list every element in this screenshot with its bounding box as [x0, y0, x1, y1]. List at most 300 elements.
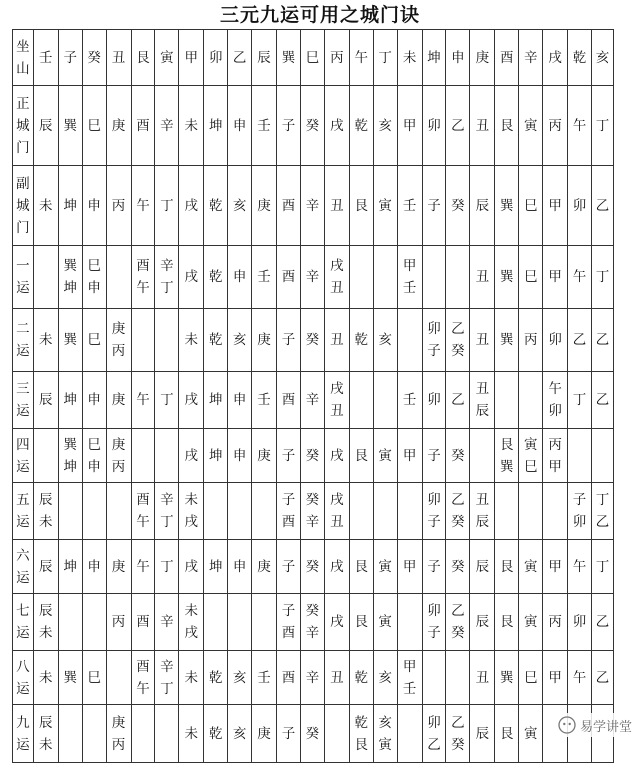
table-cell: [446, 166, 470, 246]
table-cell: [204, 309, 228, 372]
label-char: 门: [16, 219, 30, 236]
cell-char: 坤: [208, 117, 223, 134]
table-cell: [131, 372, 155, 429]
table-cell: [58, 86, 82, 166]
cell-char: 戌: [184, 625, 199, 641]
table-cell: [470, 705, 495, 763]
cell-char: 申: [232, 558, 247, 575]
cell-char: 申: [232, 117, 247, 134]
table-cell: [252, 309, 277, 372]
table-cell: [373, 166, 397, 246]
table-cell: [33, 309, 58, 372]
mountain-header: 未: [397, 30, 422, 86]
table-cell: [495, 705, 519, 763]
cell-char: 丁: [160, 280, 174, 296]
cell-char: 申: [232, 447, 247, 464]
mountain-header: 坤: [422, 30, 446, 86]
cell-char: 癸: [451, 197, 465, 214]
table-cell: [252, 166, 277, 246]
cell-char: 未: [39, 332, 53, 348]
cell-char: 乙: [427, 736, 441, 753]
mountain-header: 丁: [373, 30, 397, 86]
table-cell: [397, 309, 422, 372]
table-cell: [58, 540, 82, 594]
label-char: 运: [16, 280, 30, 296]
table-row: [13, 705, 614, 763]
row-label: [13, 309, 34, 372]
label-char: 六: [16, 547, 30, 564]
cell-char: 甲: [548, 458, 562, 475]
label-char: 一: [16, 258, 30, 274]
cell-char: 午: [136, 514, 150, 530]
table-cell: [495, 651, 519, 705]
cell-char: 辛: [305, 625, 320, 641]
table-cell: [446, 372, 470, 429]
table-cell: [495, 372, 519, 429]
table-cell: [131, 86, 155, 166]
table-cell: [324, 483, 349, 540]
table-cell: [592, 166, 614, 246]
table-row: [13, 540, 614, 594]
watermark: [556, 713, 634, 737]
table-cell: [422, 86, 446, 166]
cell-char: 辰: [39, 392, 53, 408]
table-row: [13, 309, 614, 372]
cell-char: 丑: [475, 117, 490, 134]
label-char: 八: [16, 658, 30, 675]
cell-char: 午: [136, 558, 150, 575]
cell-char: 庚: [257, 332, 271, 348]
cell-char: 丑: [330, 514, 344, 530]
table-cell: [592, 594, 614, 651]
table-cell: [324, 86, 349, 166]
cell-char: 戌: [330, 447, 344, 464]
table-cell: [300, 166, 324, 246]
table-cell: [422, 651, 446, 705]
table-cell: [397, 594, 422, 651]
mountain-header: 辛: [519, 30, 543, 86]
table-cell: [397, 86, 422, 166]
cell-char: 辰: [475, 614, 490, 630]
cell-char: 卯: [548, 332, 562, 348]
cell-char: 辛: [305, 669, 320, 686]
cell-char: 乙: [595, 332, 610, 348]
cell-char: 乙: [451, 714, 465, 731]
table-cell: [543, 429, 568, 483]
mountain-header: 午: [349, 30, 373, 86]
cell-char: 申: [87, 558, 101, 575]
cell-char: 丁: [595, 117, 610, 134]
table-cell: [33, 372, 58, 429]
table-cell: [324, 246, 349, 309]
cell-char: 癸: [451, 736, 465, 753]
table-cell: [33, 540, 58, 594]
table-cell: [446, 309, 470, 372]
table-cell: [568, 166, 592, 246]
table-cell: [228, 483, 252, 540]
cell-char: 戌: [330, 614, 344, 630]
cell-char: 丙: [548, 614, 562, 630]
cell-char: 癸: [451, 625, 465, 641]
cell-char: 辰: [39, 714, 53, 731]
table-cell: [155, 86, 179, 166]
city-gate-table: [12, 29, 614, 763]
table-cell: [58, 166, 82, 246]
cell-char: 艮: [500, 614, 514, 630]
row-label: [13, 540, 34, 594]
table-cell: [373, 594, 397, 651]
cell-char: 辛: [160, 614, 174, 630]
table-cell: [58, 483, 82, 540]
cell-char: 乾: [354, 332, 368, 348]
table-cell: [131, 705, 155, 763]
table-row: [13, 594, 614, 651]
label-char: 五: [16, 492, 30, 508]
table-cell: [204, 594, 228, 651]
cell-char: 乙: [451, 603, 465, 619]
table-cell: [300, 309, 324, 372]
table-cell: [422, 705, 446, 763]
label-char: 正: [16, 95, 30, 112]
table-cell: [155, 651, 179, 705]
table-cell: [155, 246, 179, 309]
table-cell: [58, 705, 82, 763]
cell-char: 丑: [330, 197, 344, 214]
table-cell: [349, 166, 373, 246]
cell-char: 丁: [160, 680, 174, 697]
cell-char: 未: [39, 669, 53, 686]
mountain-header: 巽: [277, 30, 301, 86]
cell-char: 巽: [63, 332, 77, 348]
table-cell: [131, 594, 155, 651]
cell-char: 戌: [184, 447, 199, 464]
cell-char: 辰: [475, 514, 490, 530]
label-char: 运: [16, 736, 30, 753]
table-cell: [252, 483, 277, 540]
cell-char: 丙: [111, 458, 126, 475]
cell-char: 乾: [354, 669, 368, 686]
cell-char: 癸: [305, 447, 320, 464]
table-cell: [131, 429, 155, 483]
table-cell: [277, 483, 301, 540]
cell-char: 乾: [354, 117, 368, 134]
cell-char: 巽: [500, 669, 514, 686]
table-cell: [495, 246, 519, 309]
cell-char: 甲: [548, 197, 562, 214]
table-cell: [277, 86, 301, 166]
cell-char: 乙: [595, 669, 610, 686]
table-cell: [252, 651, 277, 705]
table-cell: [58, 594, 82, 651]
table-cell: [397, 483, 422, 540]
table-cell: [422, 246, 446, 309]
cell-char: 午: [136, 280, 150, 296]
cell-char: 癸: [305, 725, 320, 742]
table-cell: [470, 309, 495, 372]
mountain-header: 庚: [470, 30, 495, 86]
cell-char: 巽: [63, 117, 77, 134]
label-char: 七: [16, 603, 30, 619]
table-row: [13, 429, 614, 483]
table-cell: [422, 309, 446, 372]
cell-char: 酉: [136, 117, 150, 134]
table-cell: [179, 705, 204, 763]
cell-char: 寅: [523, 436, 538, 453]
table-cell: [422, 166, 446, 246]
table-cell: [277, 705, 301, 763]
table-cell: [82, 594, 106, 651]
label-char: 门: [16, 139, 30, 156]
cell-char: 亥: [232, 669, 247, 686]
table-cell: [495, 166, 519, 246]
table-cell: [568, 429, 592, 483]
cell-char: 寅: [523, 725, 538, 742]
cell-char: 酉: [281, 197, 296, 214]
table-cell: [252, 540, 277, 594]
cell-char: 坤: [63, 280, 77, 296]
cell-char: 午: [572, 558, 587, 575]
cell-char: 甲: [548, 669, 562, 686]
table-cell: [349, 86, 373, 166]
table-cell: [592, 372, 614, 429]
cell-char: 丁: [572, 392, 587, 408]
table-cell: [131, 309, 155, 372]
cell-char: 壬: [257, 392, 271, 408]
table-cell: [131, 540, 155, 594]
cell-char: 辰: [39, 117, 53, 134]
table-row: [13, 246, 614, 309]
table-cell: [33, 86, 58, 166]
table-cell: [543, 309, 568, 372]
cell-char: 丁: [160, 514, 174, 530]
cell-char: 辰: [39, 492, 53, 508]
cell-char: 卯: [427, 492, 441, 508]
cell-char: 丑: [330, 669, 344, 686]
table-cell: [204, 540, 228, 594]
cell-char: 午: [136, 392, 150, 408]
mountain-header: 亥: [592, 30, 614, 86]
cell-char: 丁: [160, 558, 174, 575]
cell-char: 未: [184, 117, 199, 134]
table-cell: [446, 483, 470, 540]
cell-char: 戌: [184, 558, 199, 575]
cell-char: 壬: [402, 280, 417, 296]
table-cell: [252, 372, 277, 429]
cell-char: 坤: [208, 392, 223, 408]
table-cell: [300, 86, 324, 166]
table-cell: [131, 166, 155, 246]
table-cell: [397, 705, 422, 763]
table-cell: [519, 429, 543, 483]
table-cell: [106, 166, 131, 246]
table-cell: [324, 540, 349, 594]
table-cell: [228, 429, 252, 483]
mountain-header: 乾: [568, 30, 592, 86]
cell-char: 卯: [427, 603, 441, 619]
table-cell: [204, 166, 228, 246]
table-cell: [543, 86, 568, 166]
cell-char: 乾: [208, 197, 223, 214]
cell-char: 乾: [208, 332, 223, 348]
cell-char: 卯: [427, 714, 441, 731]
table-cell: [58, 309, 82, 372]
cell-char: 辰: [475, 197, 490, 214]
table-cell: [519, 540, 543, 594]
cell-char: 辛: [305, 514, 320, 530]
table-cell: [592, 86, 614, 166]
cell-char: 乙: [595, 514, 610, 530]
table-cell: [300, 246, 324, 309]
cell-char: 坤: [63, 458, 77, 475]
table-cell: [106, 651, 131, 705]
cell-char: 癸: [451, 447, 465, 464]
cell-char: 丑: [475, 332, 490, 348]
table-cell: [300, 429, 324, 483]
cell-char: 丑: [330, 403, 344, 419]
table-cell: [397, 429, 422, 483]
cell-char: 丙: [111, 736, 126, 753]
header-label: [13, 30, 34, 86]
table-cell: [373, 705, 397, 763]
table-cell: [397, 540, 422, 594]
cell-char: 丙: [548, 436, 562, 453]
table-cell: [228, 309, 252, 372]
table-cell: [131, 483, 155, 540]
table-cell: [277, 309, 301, 372]
cell-char: 艮: [354, 558, 368, 575]
cell-char: 申: [87, 197, 101, 214]
cell-char: 戌: [330, 117, 344, 134]
label-char: 运: [16, 403, 30, 419]
wechat-bubble-icon: [558, 716, 576, 734]
table-cell: [82, 540, 106, 594]
table-row: [13, 86, 614, 166]
cell-char: 卯: [548, 403, 562, 419]
cell-char: 丁: [595, 492, 610, 508]
cell-char: 酉: [136, 658, 150, 675]
table-cell: [277, 594, 301, 651]
table-cell: [373, 246, 397, 309]
table-cell: [519, 705, 543, 763]
cell-char: 丑: [475, 492, 490, 508]
cell-char: 亥: [378, 117, 392, 134]
table-cell: [422, 372, 446, 429]
cell-char: 子: [281, 558, 296, 575]
cell-char: 辛: [160, 258, 174, 274]
cell-char: 乙: [451, 492, 465, 508]
table-cell: [82, 309, 106, 372]
table-cell: [446, 540, 470, 594]
table-cell: [446, 246, 470, 309]
cell-char: 庚: [111, 117, 126, 134]
table-cell: [106, 705, 131, 763]
cell-char: 庚: [111, 714, 126, 731]
table-cell: [300, 540, 324, 594]
table-cell: [300, 372, 324, 429]
cell-char: 午: [572, 117, 587, 134]
table-cell: [228, 705, 252, 763]
table-cell: [179, 594, 204, 651]
table-cell: [543, 372, 568, 429]
cell-char: 子: [427, 447, 441, 464]
table-cell: [58, 246, 82, 309]
table-cell: [106, 372, 131, 429]
table-cell: [592, 651, 614, 705]
table-cell: [422, 429, 446, 483]
table-cell: [324, 429, 349, 483]
table-cell: [495, 429, 519, 483]
table-cell: [519, 86, 543, 166]
cell-char: 丑: [330, 332, 344, 348]
cell-char: 辛: [305, 197, 320, 214]
table-cell: [58, 651, 82, 705]
table-cell: [324, 166, 349, 246]
cell-char: 艮: [354, 447, 368, 464]
cell-char: 巳: [523, 197, 538, 214]
mountain-header: 卯: [204, 30, 228, 86]
cell-char: 坤: [63, 197, 77, 214]
table-cell: [543, 594, 568, 651]
table-cell: [470, 594, 495, 651]
cell-char: 子: [281, 332, 296, 348]
table-cell: [204, 483, 228, 540]
cell-char: 丙: [523, 332, 538, 348]
row-label: [13, 372, 34, 429]
cell-char: 酉: [136, 258, 150, 274]
cell-char: 戌: [184, 514, 199, 530]
cell-char: 乾: [208, 269, 223, 285]
cell-char: 申: [232, 392, 247, 408]
cell-char: 卯: [572, 614, 587, 630]
cell-char: 乾: [208, 725, 223, 742]
table-row: [13, 483, 614, 540]
table-cell: [277, 429, 301, 483]
table-cell: [470, 246, 495, 309]
table-cell: [179, 372, 204, 429]
cell-char: 寅: [378, 197, 392, 214]
cell-char: 申: [87, 392, 101, 408]
cell-char: 巽: [500, 458, 514, 475]
watermark-text: 易学讲堂: [579, 719, 632, 735]
table-cell: [446, 86, 470, 166]
cell-char: 辛: [305, 269, 320, 285]
table-cell: [470, 86, 495, 166]
page-title: 三元九运可用之城门诀: [219, 4, 420, 26]
cell-char: 巽: [500, 332, 514, 348]
cell-char: 子: [281, 492, 296, 508]
mountain-header: 戌: [543, 30, 568, 86]
cell-char: 庚: [111, 392, 126, 408]
cell-char: 卯: [427, 392, 441, 408]
cell-char: 坤: [208, 558, 223, 575]
table-cell: [277, 651, 301, 705]
row-label: [13, 86, 34, 166]
cell-char: 丁: [595, 558, 610, 575]
cell-char: 戌: [184, 392, 199, 408]
table-cell: [82, 372, 106, 429]
table-cell: [228, 594, 252, 651]
table-cell: [397, 372, 422, 429]
table-cell: [519, 651, 543, 705]
table-cell: [131, 246, 155, 309]
cell-char: 寅: [523, 558, 538, 575]
cell-char: 坤: [63, 392, 77, 408]
cell-char: 子: [281, 725, 296, 742]
mountain-header: 丙: [324, 30, 349, 86]
table-cell: [592, 540, 614, 594]
cell-char: 壬: [402, 392, 417, 408]
label-char: 运: [16, 680, 30, 697]
